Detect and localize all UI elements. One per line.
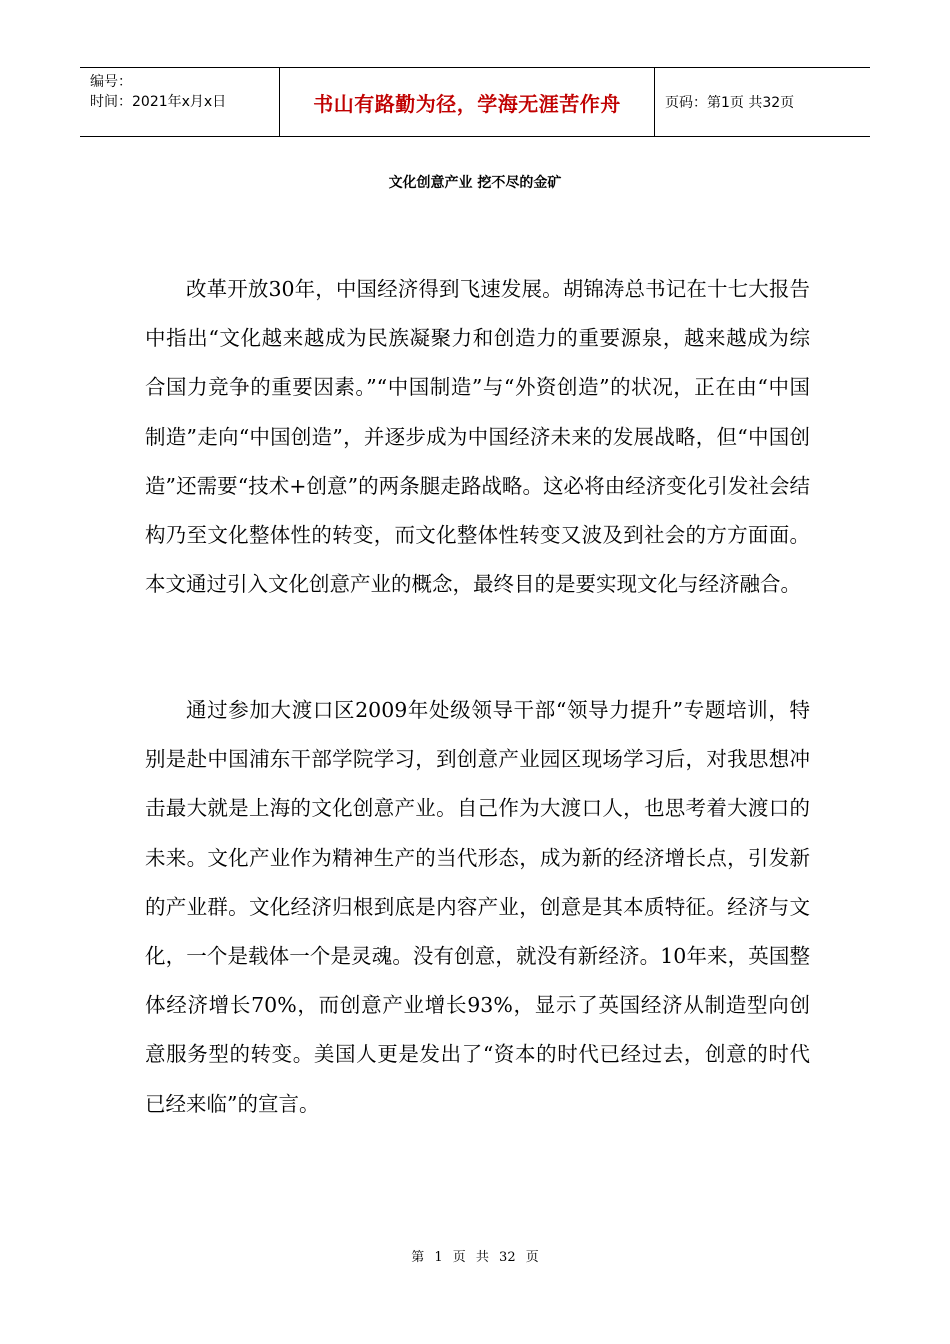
page-footer: 第 1 页 共 32 页 [411,1250,539,1265]
header-motto: 书山有路勤为径，学海无涯苦作舟 [280,68,655,136]
page-header [80,67,870,137]
header-page-info: 页码：第1页 共32页 [665,95,795,111]
date-label: 时间：2021年x月x日 [90,94,227,110]
body-paragraph: 通过参加大渡口区2009年处级领导干部“领导力提升”专题培训，特别是赴中国浦东干部学院学习，到创意产业园区现场学习后，对我思想冲击最大就是上海的文化创意产业。自己作为大渡口人，也思考着大渡口的未来。文化产业作为精神生产的当代形态，成为新的经济增长点，引发新的产业群。文化经济归根到底是内容产业，创意是其本质特征。经济与文化，一个是载体一个是灵魂。没有创意，就没有新经济。10年来，英国整体经济增长70%，而创意产业增长93%，显示了英国经济从制造型向创意服务型的转变。美国人更是发出了“资本的时代已经过去，创意的时代已经来临”的宣言。 [145,698,810,1116]
document-title: 文化创意产业 挖不尽的金矿 [388,175,562,191]
body-paragraph: 改革开放30年，中国经济得到飞速发展。胡锦涛总书记在十七大报告中指出“文化越来越成为民族凝聚力和创造力的重要源泉，越来越成为综合国力竞争的重要因素。”“中国制造”与“外资创造”的状况，正在由“中国制造”走向“中国创造”，并逐步成为中国经济未来的发展战略，但“中国创造”还需要“技术+创意”的两条腿走路战略。这必将由经济变化引发社会结构乃至文化整体性的转变，而文化整体性转变又波及到社会的方方面面。本文通过引入文化创意产业的概念，最终目的是要实现文化与经济融合。 [145,277,810,597]
number-label: 编号： [90,74,132,90]
header-meta [80,68,280,136]
